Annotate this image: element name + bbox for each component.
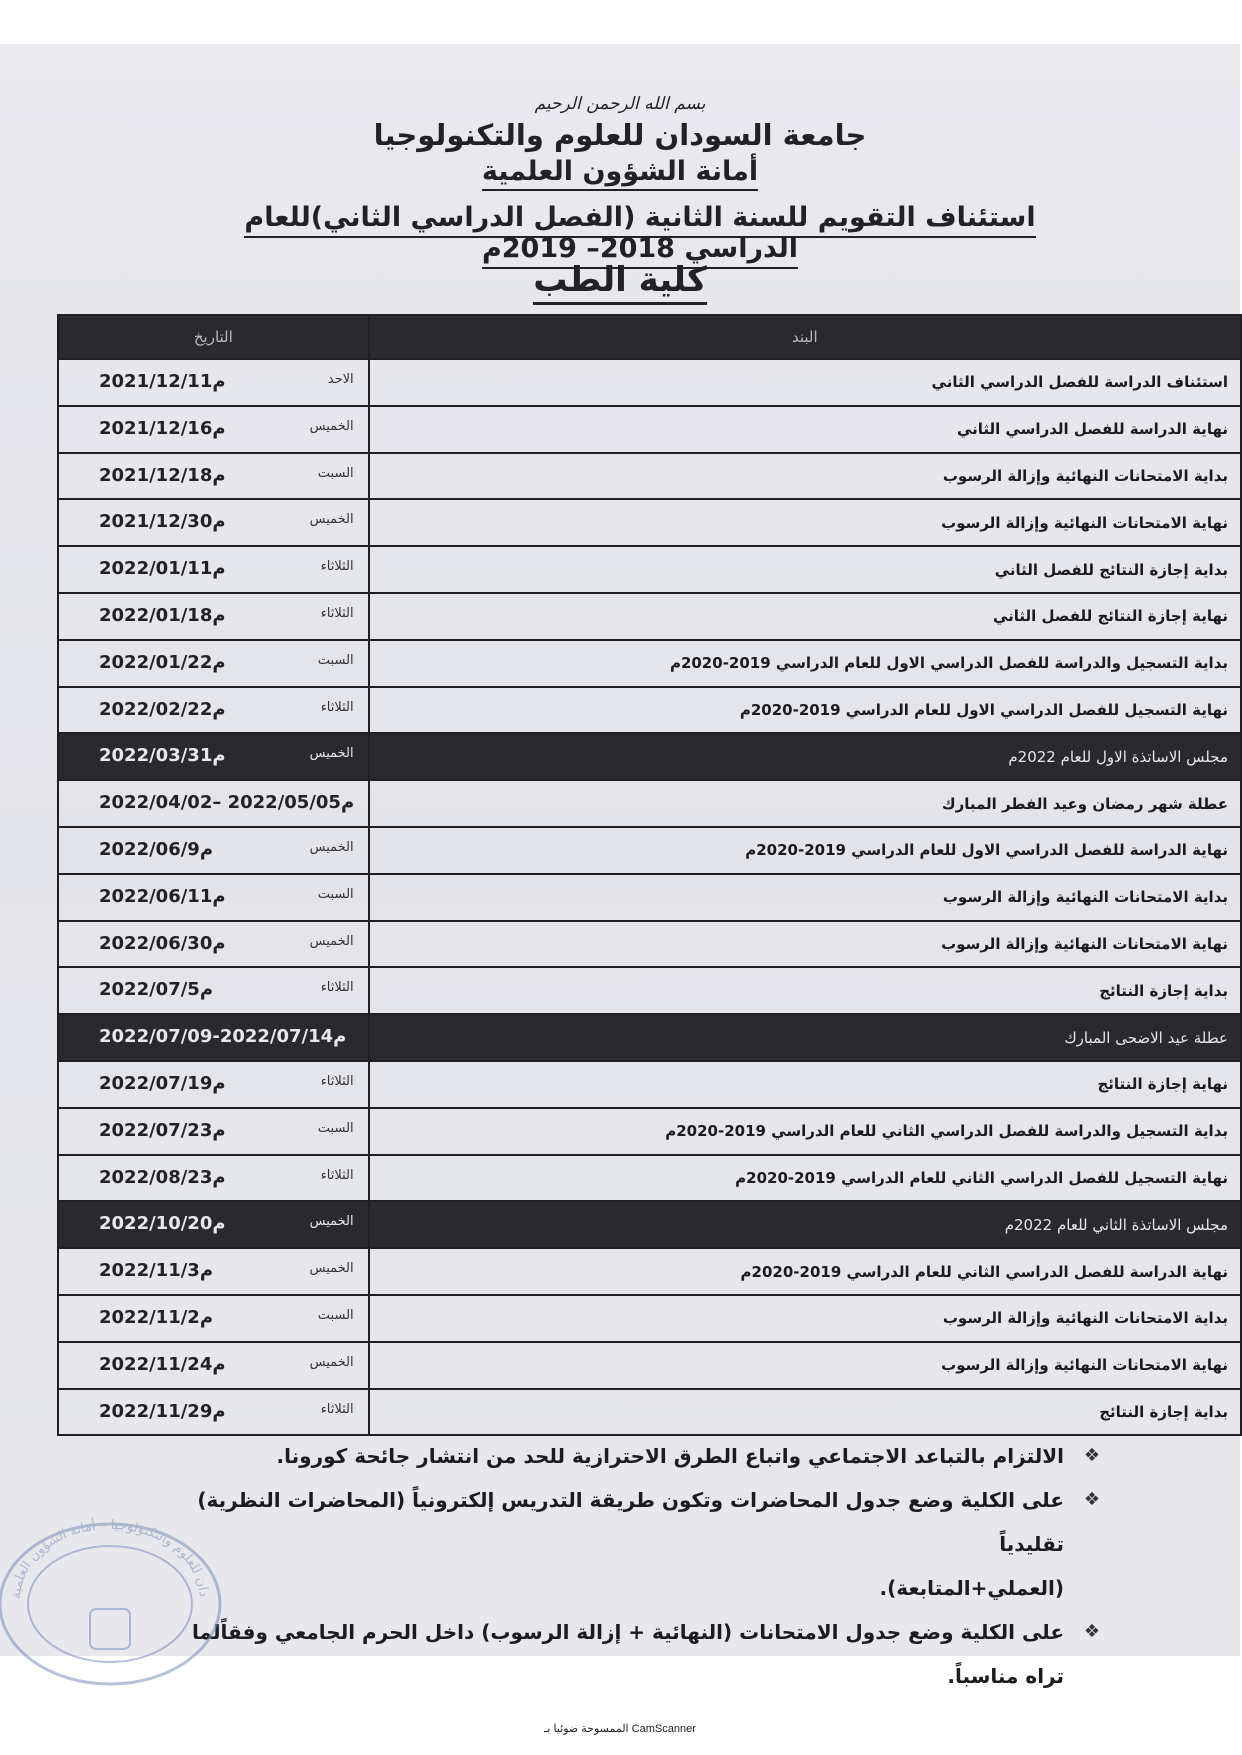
diamond-bullet-icon: ❖: [1083, 1621, 1100, 1642]
row-date: 2021/12/16م: [99, 417, 226, 439]
row-item: نهاية التسجيل للفصل الدراسي الثاني للعام الدراسي 2019-2020م: [369, 1155, 1241, 1202]
calendar-table: [57, 314, 1242, 1436]
row-item: بداية التسجيل والدراسة للفصل الدراسي الاول للعام الدراسي 2019-2020م: [369, 640, 1241, 687]
table-row: [58, 1389, 1241, 1436]
table-row: [58, 1108, 1241, 1155]
table-row: [58, 546, 1241, 593]
row-date: 2022/11/29م: [99, 1400, 226, 1422]
row-day: الثلاثاء: [320, 1167, 354, 1183]
table-row: [58, 406, 1241, 453]
row-day: السبت: [317, 886, 354, 902]
row-item: بداية إجازة النتائج للفصل الثاني: [369, 546, 1241, 593]
subtitle-label: استئناف التقويم للسنة الثانية (الفصل الدراسي الثاني)للعام الدراسي 2018– 2019م: [244, 202, 1035, 269]
row-date: 2022/01/22م: [99, 651, 226, 673]
row-item: عطلة شهر رمضان وعيد الفطر المبارك: [369, 780, 1241, 827]
row-date: 2022/06/11م: [99, 885, 226, 907]
row-date: 2021/12/18م: [99, 464, 226, 486]
note-item-continuation: [160, 1566, 1100, 1610]
row-date-cell: [58, 827, 369, 874]
row-date-cell: [58, 453, 369, 500]
document-subtitle: [190, 202, 1090, 264]
scanner-footer: الممسوحة ضوئيا بـ CamScanner: [544, 1723, 696, 1735]
row-day: السبت: [317, 465, 354, 481]
row-date: 2022/02/22م: [99, 698, 226, 720]
row-date: 2022/01/18م: [99, 604, 226, 626]
row-item: بداية الامتحانات النهائية وإزالة الرسوب: [369, 1295, 1241, 1342]
row-date: 2022/07/09-2022/07/14م: [99, 1026, 347, 1048]
row-date: 2022/07/5م: [99, 979, 214, 1001]
row-item: بداية الامتحانات النهائية وإزالة الرسوب: [369, 874, 1241, 921]
table-row: [58, 1248, 1241, 1295]
row-item: استئناف الدراسة للفصل الدراسي الثاني: [369, 359, 1241, 406]
table-row: [58, 780, 1241, 827]
row-date-cell: [58, 780, 369, 827]
table-row: [58, 593, 1241, 640]
row-date: 2022/11/24م: [99, 1353, 226, 1375]
row-date: 2022/06/30م: [99, 932, 226, 954]
row-date: 2022/06/9م: [99, 838, 214, 860]
row-date-cell: [58, 1201, 369, 1248]
row-day: الثلاثاء: [320, 980, 354, 996]
row-day: الثلاثاء: [320, 605, 354, 621]
row-date-cell: [58, 733, 369, 780]
notes-list: [160, 1434, 1100, 1698]
row-date-cell: [58, 1155, 369, 1202]
row-date: 2021/12/30م: [99, 511, 226, 533]
stamp-inner-ring: [28, 1546, 192, 1662]
row-item: عطلة عيد الاضحى المبارك: [369, 1014, 1241, 1061]
row-date-cell: [58, 359, 369, 406]
row-item: بداية إجازة النتائج: [369, 1389, 1241, 1436]
row-item: نهاية الامتحانات النهائية وإزالة الرسوب: [369, 499, 1241, 546]
note-text: الالتزام بالتباعد الاجتماعي واتباع الطرق الاحترازية للحد من انتشار جائحة كورونا.: [276, 1444, 1064, 1468]
row-day: الثلاثاء: [320, 1073, 354, 1089]
row-day: السبت: [317, 652, 354, 668]
row-day: الخميس: [309, 746, 354, 762]
row-item: نهاية الامتحانات النهائية وإزالة الرسوب: [369, 1342, 1241, 1389]
row-date: 2022/07/19م: [99, 1072, 226, 1094]
row-day: الثلاثاء: [320, 1401, 354, 1417]
row-item: نهاية الدراسة للفصل الدراسي الثاني: [369, 406, 1241, 453]
secretariat-label: أمانة الشؤون العلمية: [482, 156, 758, 191]
faculty-label: كلية الطب: [533, 260, 707, 305]
faculty-name: [0, 260, 1240, 300]
basmala: بسم الله الرحمن الرحيم: [534, 94, 706, 114]
row-day: الخميس: [309, 839, 354, 855]
row-item: نهاية الدراسة للفصل الدراسي الثاني للعام الدراسي 2019-2020م: [369, 1248, 1241, 1295]
row-item: مجلس الاساتذة الاول للعام 2022م: [369, 733, 1241, 780]
row-item: بداية إجازة النتائج: [369, 967, 1241, 1014]
row-date: 2022/04/02– 2022/05/05م: [99, 792, 355, 814]
row-day: السبت: [317, 1307, 354, 1323]
row-date-cell: [58, 1014, 369, 1061]
row-item: بداية التسجيل والدراسة للفصل الدراسي الثاني للعام الدراسي 2019-2020م: [369, 1108, 1241, 1155]
row-date-cell: [58, 874, 369, 921]
item-column-header: البند: [369, 315, 1241, 359]
university-name: جامعة السودان للعلوم والتكنولوجيا: [373, 118, 867, 152]
row-day: السبت: [317, 1120, 354, 1136]
note-text: على الكلية وضع جدول الامتحانات (النهائية + إزالة الرسوب) داخل الحرم الجامعي وفقاًلما تراه مناسباً.: [192, 1620, 1064, 1688]
row-date-cell: [58, 546, 369, 593]
table-header-row: [58, 315, 1241, 359]
row-date-cell: [58, 1342, 369, 1389]
row-date-cell: [58, 687, 369, 734]
row-item: نهاية إجازة النتائج: [369, 1061, 1241, 1108]
diamond-bullet-icon: ❖: [1083, 1489, 1100, 1510]
row-day: الثلاثاء: [320, 699, 354, 715]
row-date-cell: [58, 1248, 369, 1295]
row-date: 2022/07/23م: [99, 1119, 226, 1141]
row-date: 2022/11/2م: [99, 1306, 214, 1328]
row-day: الثلاثاء: [320, 559, 354, 575]
table-row: [58, 687, 1241, 734]
row-day: الاحد: [327, 372, 354, 387]
table-row: [58, 1061, 1241, 1108]
row-date-cell: [58, 1295, 369, 1342]
secretariat-name: [0, 156, 1240, 187]
row-day: الخميس: [309, 512, 354, 528]
row-date: 2022/10/20م: [99, 1213, 226, 1235]
note-text: على الكلية وضع جدول المحاضرات وتكون طريقة التدريس إلكترونياً (المحاضرات النظرية) تقليدياً: [197, 1488, 1064, 1556]
row-date: 2022/08/23م: [99, 1166, 226, 1188]
table-row-highlighted: [58, 1201, 1241, 1248]
table-row: [58, 874, 1241, 921]
row-date-cell: [58, 406, 369, 453]
table-row: [58, 827, 1241, 874]
row-item: نهاية الدراسة للفصل الدراسي الاول للعام الدراسي 2019-2020م: [369, 827, 1241, 874]
table-row: [58, 1342, 1241, 1389]
diamond-bullet-icon: ❖: [1083, 1445, 1100, 1466]
row-date-cell: [58, 1061, 369, 1108]
table-row: [58, 453, 1241, 500]
table-row: [58, 967, 1241, 1014]
table-row: [58, 921, 1241, 968]
row-date: 2021/12/11م: [99, 371, 226, 392]
table-row: [58, 359, 1241, 406]
row-day: الخميس: [309, 1261, 354, 1277]
table-row: [58, 499, 1241, 546]
official-stamp: [0, 1489, 230, 1689]
row-day: الخميس: [309, 1214, 354, 1230]
row-date: 2022/11/3م: [99, 1260, 214, 1282]
table-row-highlighted: [58, 733, 1241, 780]
table-row: [58, 1295, 1241, 1342]
row-item: نهاية التسجيل للفصل الدراسي الاول للعام الدراسي 2019-2020م: [369, 687, 1241, 734]
row-date-cell: [58, 1108, 369, 1155]
scanned-page: [0, 44, 1240, 1688]
row-date-cell: [58, 593, 369, 640]
row-item: بداية الامتحانات النهائية وإزالة الرسوب: [369, 453, 1241, 500]
table-row: [58, 1155, 1241, 1202]
row-item: مجلس الاساتذة الثاني للعام 2022م: [369, 1201, 1241, 1248]
note-item: [160, 1434, 1100, 1478]
row-date: 2022/01/11م: [99, 558, 226, 580]
stamp-text: دان للعلوم والتكنولوجيا – أمانة الشؤون العلمية: [8, 1517, 211, 1600]
row-day: الخميس: [309, 933, 354, 949]
row-item: نهاية إجازة النتائج للفصل الثاني: [369, 593, 1241, 640]
note-item: [160, 1610, 1100, 1698]
table-row: [58, 640, 1241, 687]
table-row-highlighted: [58, 1014, 1241, 1061]
stamp-emblem: [90, 1609, 130, 1649]
date-column-header: التاريخ: [58, 315, 369, 359]
row-date-cell: [58, 1389, 369, 1436]
row-day: الخميس: [309, 418, 354, 434]
note-item: [160, 1478, 1100, 1566]
row-date-cell: [58, 499, 369, 546]
row-item: نهاية الامتحانات النهائية وإزالة الرسوب: [369, 921, 1241, 968]
row-day: الخميس: [309, 1354, 354, 1370]
row-date-cell: [58, 967, 369, 1014]
row-date: 2022/03/31م: [99, 745, 226, 767]
row-date-cell: [58, 640, 369, 687]
note-text: (العملي+المتابعة).: [879, 1576, 1064, 1600]
row-date-cell: [58, 921, 369, 968]
